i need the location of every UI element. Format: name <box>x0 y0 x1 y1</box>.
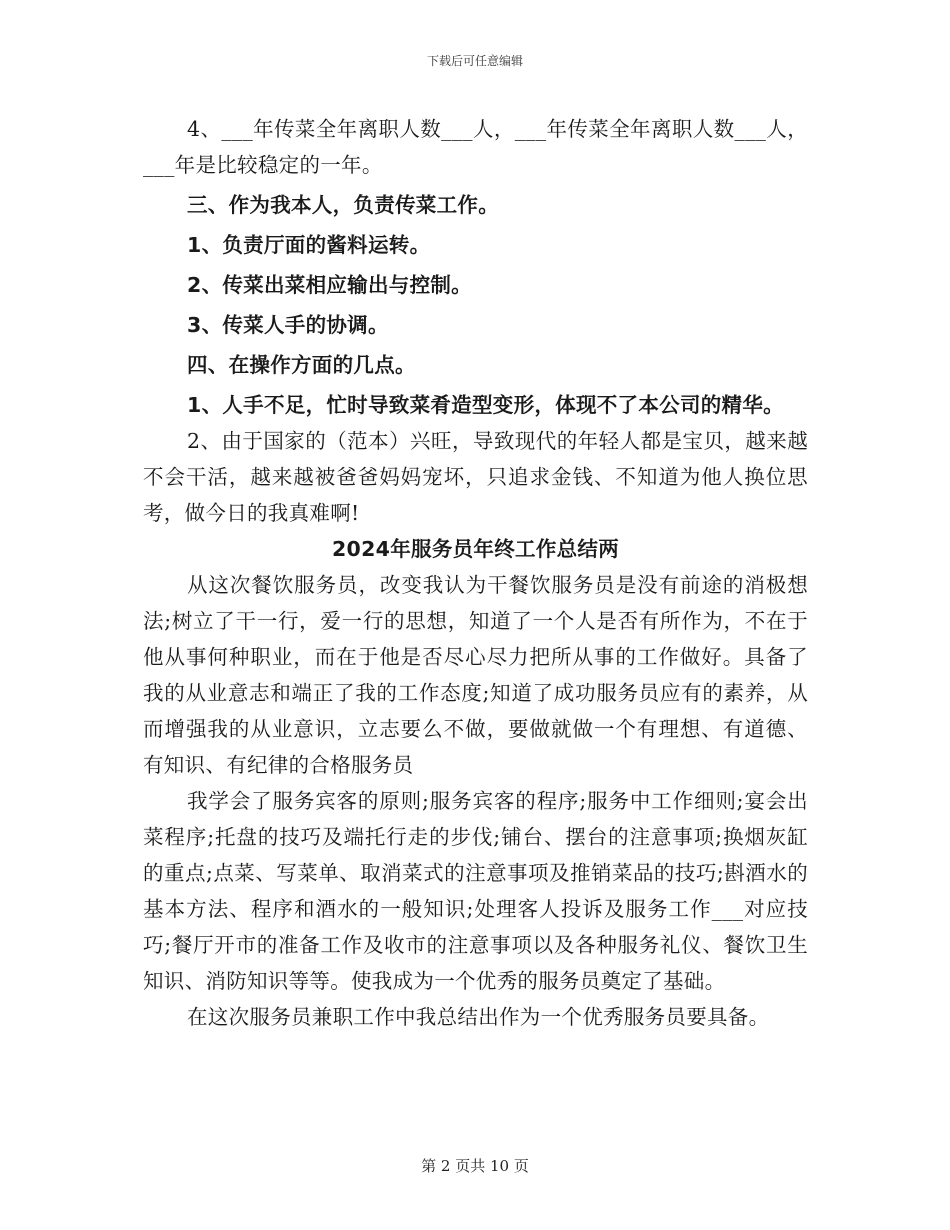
document-body <box>143 111 808 1035</box>
paragraph-item-4-turnover: 4、___年传菜全年离职人数___人，___年传菜全年离职人数___人，___年是比较稳定的一年。 <box>143 117 808 177</box>
operation-item-2: 2、由于国家的（范本）兴旺，导致现代的年轻人都是宝贝，越来越不会干活，越来越被爸爸妈妈宠坏，只追求金钱、不知道为他人换位思考，做今日的我真难啊! <box>143 429 808 525</box>
paragraph-reflection: 从这次餐饮服务员，改变我认为干餐饮服务员是没有前途的消极想法;树立了干一行，爱一行的思想，知道了一个人是否有所作为，不在于他从事何种职业，而在于他是否尽心尽力把所从事的工作做好。具备了我的从业意志和端正了我的工作态度;知道了成功服务员应有的素养，从而增强我的从业意识，立志要么不做，要做就做一个有理想、有道德、有知识、有纪律的合格服务员 <box>143 573 808 777</box>
paragraph-skills: 我学会了服务宾客的原则;服务宾客的程序;服务中工作细则;宴会出菜程序;托盘的技巧及端托行走的步伐;铺台、摆台的注意事项;换烟灰缸的重点;点菜、写菜单、取消菜式的注意事项及推销菜品的技巧;斟酒水的基本方法、程序和酒水的一般知识;处理客人投诉及服务工作___对应技巧;餐厅开市的准备工作及收市的注意事项以及各种服务礼仪、餐饮卫生知识、消防知识等等。使我成为一个优秀的服务员奠定了基础。 <box>143 789 808 993</box>
duty-item-2: 2、传菜出菜相应输出与控制。 <box>187 273 472 297</box>
duty-item-3: 3、传菜人手的协调。 <box>187 313 389 337</box>
operation-item-1: 1、人手不足，忙时导致菜肴造型变形，体现不了本公司的精华。 <box>187 393 784 417</box>
duty-item-1: 1、负责厅面的酱料运转。 <box>187 233 431 257</box>
paragraph-summary: 在这次服务员兼职工作中我总结出作为一个优秀服务员要具备。 <box>187 1005 770 1029</box>
section-heading-4: 四、在操作方面的几点。 <box>187 353 416 377</box>
section-heading-3: 三、作为我本人，负责传菜工作。 <box>187 193 499 217</box>
section-title: 2024年服务员年终工作总结两 <box>331 537 620 561</box>
page-footer: 第 2 页共 10 页 <box>421 1157 529 1175</box>
page-header: 下载后可任意编辑 <box>426 54 523 68</box>
